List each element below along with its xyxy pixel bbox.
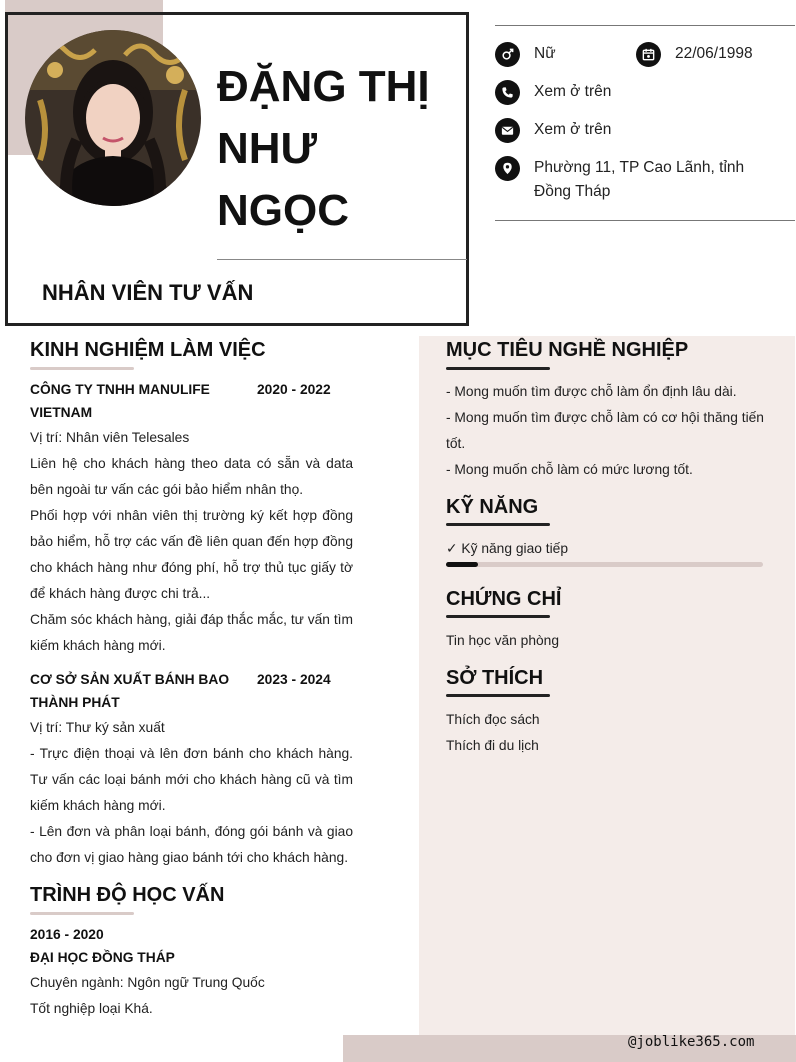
- certificate-item: Tin học văn phòng: [446, 633, 560, 648]
- education-entry: [30, 923, 353, 1022]
- job-period: 2020 - 2022: [257, 382, 331, 397]
- name-line: NGỌC: [217, 186, 349, 235]
- skill-level-fill: [446, 562, 478, 567]
- gender-icon: [495, 42, 520, 67]
- company-line: THÀNH PHÁT: [30, 695, 120, 710]
- name-line: ĐẶNG THỊ: [217, 62, 430, 111]
- education-grade: Tốt nghiệp loại Khá.: [30, 1001, 153, 1016]
- address-line: Đồng Tháp: [534, 183, 611, 200]
- education-title-underline: [30, 912, 134, 915]
- education-major: Chuyên ngành: Ngôn ngữ Trung Quốc: [30, 975, 265, 990]
- phone-value: Xem ở trên: [534, 83, 612, 100]
- education-period: 2016 - 2020: [30, 927, 104, 942]
- experience-title-underline: [30, 367, 134, 370]
- education-title: TRÌNH ĐỘ HỌC VẤN: [30, 884, 225, 906]
- birthday-value: 22/06/1998: [675, 45, 753, 62]
- experience-job: [30, 668, 353, 871]
- contact-birthday: [636, 42, 753, 67]
- contact-address: [495, 156, 744, 204]
- email-value: Xem ở trên: [534, 121, 612, 138]
- job-header: [30, 378, 353, 424]
- objective-title: MỤC TIÊU NGHỀ NGHIỆP: [446, 339, 689, 361]
- contact-phone: [495, 80, 611, 105]
- contact-divider-top: [495, 25, 795, 26]
- address-line: Phường 11, TP Cao Lãnh, tỉnh: [534, 159, 745, 176]
- profile-photo-illustration: [25, 30, 201, 206]
- company-line: VIETNAM: [30, 405, 93, 420]
- job-company: [30, 378, 240, 424]
- company-line: CÔNG TY TNHH MANULIFE: [30, 382, 210, 397]
- hobbies-title-underline: [446, 694, 550, 697]
- experience-title: KINH NGHIỆM LÀM VIỆC: [30, 339, 266, 361]
- job-title: NHÂN VIÊN TƯ VẤN: [42, 280, 254, 305]
- gender-value: Nữ: [534, 45, 556, 62]
- job-position: Vị trí: Nhân viên Telesales: [30, 430, 190, 445]
- footer-watermark: @joblike365.com: [628, 1034, 755, 1050]
- job-header: [30, 668, 353, 714]
- job-description: Chăm sóc khách hàng, giải đáp thắc mắc, tư vấn tìm kiếm khách hàng mới.: [30, 612, 353, 653]
- contact-divider-bottom: [495, 220, 795, 221]
- objective-item: - Mong muốn tìm được chỗ làm ổn định lâu dài.: [446, 384, 737, 399]
- location-pin-icon: [495, 156, 520, 181]
- objective-list: [446, 379, 781, 483]
- hobby-item: Thích đi du lịch: [446, 738, 539, 753]
- contact-gender: [495, 42, 556, 67]
- job-description: - Lên đơn và phân loại bánh, đóng gói bánh và giao cho đơn vị giao hàng giao bánh tới cho khách hàng.: [30, 824, 353, 865]
- job-description: Liên hệ cho khách hàng theo data có sẵn và data bên ngoài tư vấn các gói bảo hiểm nhân thọ.: [30, 456, 353, 497]
- objective-title-underline: [446, 367, 550, 370]
- hobby-list: [446, 707, 781, 759]
- name-line: NHƯ: [217, 124, 318, 173]
- hobby-item: Thích đọc sách: [446, 712, 540, 727]
- hobbies-title: SỞ THÍCH: [446, 667, 544, 689]
- experience-job: [30, 378, 353, 659]
- skills-title: KỸ NĂNG: [446, 496, 539, 518]
- skill-item: ✓ Kỹ năng giao tiếp: [446, 541, 569, 556]
- calendar-icon: [636, 42, 661, 67]
- education-school: ĐẠI HỌC ĐỒNG THÁP: [30, 950, 175, 965]
- phone-icon: [495, 80, 520, 105]
- certificates-title-underline: [446, 615, 550, 618]
- job-description: - Trực điện thoại và lên đơn bánh cho khách hàng. Tư vấn các loại bánh mới cho khách hàng cũ và tìm kiếm khách hàng mới.: [30, 746, 353, 813]
- objective-item: - Mong muốn tìm được chỗ làm có cơ hội thăng tiến tốt.: [446, 410, 764, 451]
- candidate-name: [217, 56, 457, 242]
- certificates-title: CHỨNG CHỈ: [446, 588, 562, 610]
- job-company: [30, 668, 240, 714]
- job-position: Vị trí: Thư ký sản xuất: [30, 720, 165, 735]
- company-line: CƠ SỞ SẢN XUẤT BÁNH BAO: [30, 672, 230, 687]
- email-icon: [495, 118, 520, 143]
- skills-title-underline: [446, 523, 550, 526]
- contact-email: [495, 118, 611, 143]
- job-period: 2023 - 2024: [257, 672, 331, 687]
- profile-photo: [25, 30, 201, 206]
- skill-level-track: [446, 562, 763, 567]
- name-divider: [217, 259, 467, 260]
- job-description: Phối hợp với nhân viên thị trường ký kết hợp đồng bảo hiểm, hỗ trợ các vấn đề liên quan đến hợp đồng cho khách hàng như đóng phí, hỗ trợ thủ tục giấy tờ để khách hàng được chi trả...: [30, 508, 353, 601]
- objective-item: - Mong muốn chỗ làm có mức lương tốt.: [446, 462, 693, 477]
- address-value: [534, 156, 744, 204]
